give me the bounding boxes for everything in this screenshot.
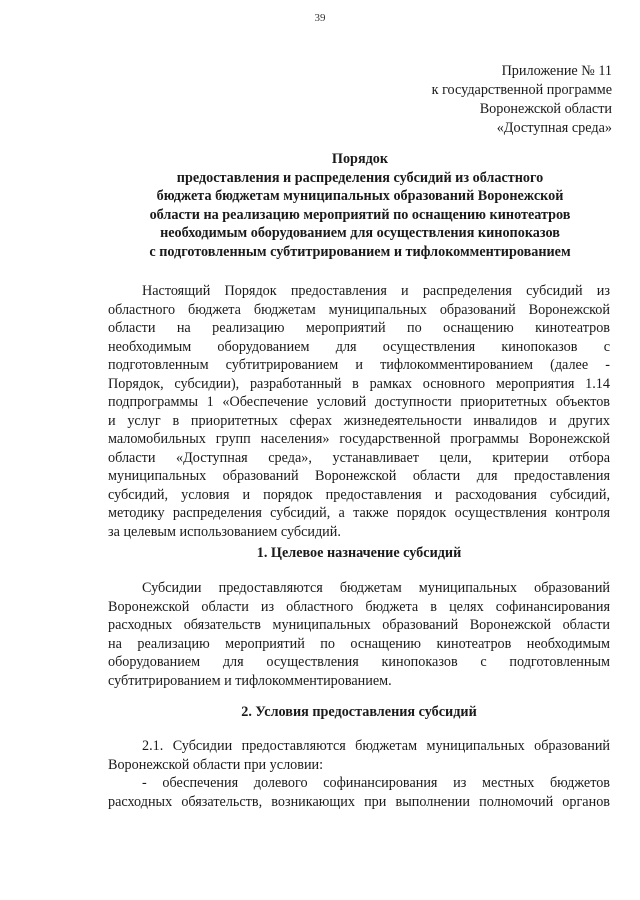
paragraph-line: муниципальных образований Воронежской области для предоставления bbox=[108, 468, 610, 484]
title-line: необходимым оборудованием для осуществления кинопоказов bbox=[160, 225, 560, 242]
title-line: с подготовленным субтитрированием и тифлокомментированием bbox=[149, 243, 571, 260]
paragraph-line: Воронежской области при условии: bbox=[108, 756, 324, 773]
section-2-paragraph bbox=[108, 737, 610, 811]
paragraph-line: расходных обязательств муниципальных образований Воронежской области bbox=[108, 617, 610, 633]
paragraph-line: Порядок, субсидии), разработанный в рамках основного мероприятия 1.14 bbox=[108, 375, 610, 392]
paragraph-line: маломобильных групп населения» государственной программы Воронежской bbox=[108, 431, 610, 447]
paragraph-line: Субсидии предоставляются бюджетам муниципальных образований bbox=[142, 580, 610, 596]
title-line: Порядок bbox=[331, 151, 389, 167]
paragraph-line: Настоящий Порядок предоставления и распределения субсидий из bbox=[142, 283, 610, 299]
section-2-heading: 2. Условия предоставления субсидий bbox=[241, 704, 477, 720]
appendix-line: Приложение № 11 bbox=[501, 63, 612, 79]
document-title bbox=[60, 150, 640, 262]
appendix-line: Воронежской области bbox=[479, 101, 612, 117]
paragraph-line: субсидий, условия и порядок предоставления и расходования субсидий, bbox=[108, 486, 610, 503]
page-number: 39 bbox=[314, 12, 326, 24]
title-line: предоставления и распределения субсидий из областного bbox=[176, 169, 544, 186]
intro-paragraph bbox=[108, 282, 610, 541]
paragraph-line: - обеспечения долевого софинансирования из местных бюджетов bbox=[142, 775, 610, 791]
paragraph-line: на реализацию мероприятий по оснащению кинотеатров необходимым bbox=[108, 635, 610, 652]
paragraph-line: области «Доступная среда», устанавливает цели, критерии отбора bbox=[108, 449, 610, 466]
paragraph-line: подпрограммы 1 «Обеспечение условий доступности приоритетных объектов bbox=[108, 394, 610, 410]
paragraph-line: методику распределения субсидий, а также порядок осуществления контроля bbox=[108, 505, 610, 521]
paragraph-line: оборудованием для осуществления кинопоказов с подготовленным bbox=[108, 654, 610, 670]
appendix-line: «Доступная среда» bbox=[496, 120, 612, 136]
appendix-line: к государственной программе bbox=[431, 82, 612, 98]
paragraph-line: расходных обязательств, возникающих при выполнении полномочий органов bbox=[108, 793, 610, 810]
appendix-block bbox=[432, 62, 612, 138]
paragraph-line: областного бюджета бюджетам муниципальных образований Воронежской bbox=[108, 301, 610, 318]
paragraph-line: субтитрированием и тифлокомментированием. bbox=[108, 672, 392, 689]
section-1-paragraph bbox=[108, 579, 610, 690]
paragraph-line: области на реализацию мероприятий по оснащению кинотеатров bbox=[108, 320, 610, 336]
paragraph-line: и услуг в приоритетных сферах жизнедеятельности инвалидов и других bbox=[108, 412, 610, 429]
paragraph-line: за целевым использованием субсидий. bbox=[108, 523, 341, 540]
paragraph-line: необходимым оборудованием для осуществления кинопоказов с bbox=[108, 338, 610, 355]
paragraph-line: подготовленным субтитрированием и тифлокомментированием (далее - bbox=[108, 357, 610, 373]
paragraph-line: 2.1. Субсидии предоставляются бюджетам муниципальных образований bbox=[142, 738, 610, 754]
paragraph-line: Воронежской области из областного бюджета в целях софинансирования bbox=[108, 598, 610, 615]
title-line: области на реализацию мероприятий по оснащению кинотеатров bbox=[149, 206, 571, 223]
title-line: бюджета бюджетам муниципальных образований Воронежской bbox=[156, 188, 564, 205]
section-1-heading: 1. Целевое назначение субсидий bbox=[256, 545, 462, 561]
